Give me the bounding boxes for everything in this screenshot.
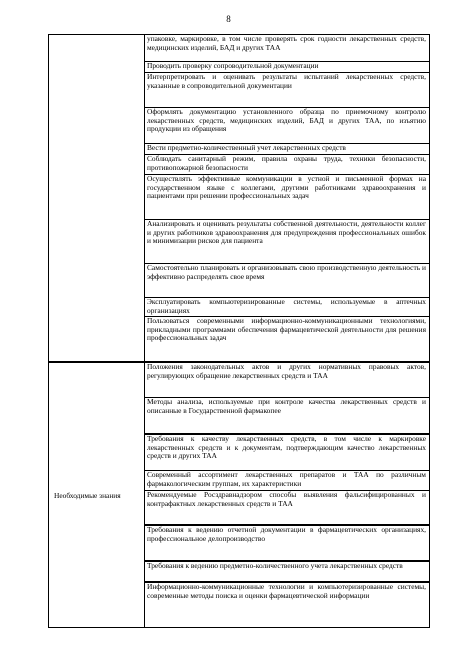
knowledge-row: Требования к ведению предметно-количественного учета лекарственных средств	[145, 560, 429, 581]
knowledge-row: Современный ассортимент лекарственных препаратов и ТАА по различным фармакологическим группам, их характеристики	[145, 470, 429, 490]
page-number: 8	[226, 14, 231, 24]
skill-row: Осуществлять эффективные коммуникации в устной и письменной формах на государственном языке с коллегами, другими работниками здравоохранения и пациентами при решении профессиональных задач	[145, 174, 429, 219]
competency-table	[48, 34, 430, 628]
skill-row: Вести предметно-количественный учет лекарственных средств	[145, 143, 429, 154]
skill-row: Анализировать и оценивать результаты собственной деятельности, деятельности коллег и других работников здравоохранения для предупреждения профессиональных ошибок и минимизации рисков для пациента	[145, 219, 429, 263]
knowledge-row: Положения законодательных актов и других нормативных правовых актов, регулирующих обращение лекарственных средств и ТАА	[147, 363, 426, 380]
skill-row: Интерпретировать и оценивать результаты испытаний лекарственных средств, указанные в сопроводительной документации	[145, 72, 429, 107]
knowledge-row: Рекомендуемые Росздравнадзором способы выявления фальсифицированных и контрафактных лекарственных средств и ТАА	[145, 490, 429, 524]
skill-row: Пользоваться современными информационно-коммуникационными технологиями, прикладными программами обеспечения фармацевтической деятельности для решения профессиональных задач	[145, 316, 429, 361]
skill-row: Самостоятельно планировать и организовывать свою производственную деятельность и эффективно распределять свое время	[145, 263, 429, 297]
knowledge-row: Требования к качеству лекарственных средств, в том числе к маркировке лекарственных средств и к документам, подтверждающим качество лекарственных средств и других ТАА	[145, 433, 429, 470]
skill-row: Соблюдать санитарный режим, правила охраны труда, техники безопасности, противопожарной безопасности	[145, 154, 429, 174]
knowledge-row: Методы анализа, используемые при контроле качества лекарственных средств и описанные в Государственной фармакопее	[145, 397, 429, 433]
skill-row: Эксплуатировать компьютеризированные системы, используемые в аптечных организациях	[145, 297, 429, 316]
knowledge-row: Информационно-коммуникационные технологии и компьютеризированные системы, современные методы поиска и оценки фармацевтической информации	[145, 581, 429, 627]
knowledge-label: Необходимые знания	[54, 491, 121, 500]
skill-row: Оформлять документацию установленного образца по приемочному контролю лекарственных средств, медицинских изделий, БАД и других ТАА, по изъятию продукции из обращения	[145, 107, 429, 143]
skill-row: Проводить проверку сопроводительной документации	[145, 61, 429, 72]
skill-row: упаковке, маркировке, в том числе проверять срок годности лекарственных средств, медицинских изделий, БАД и других ТАА	[147, 35, 426, 52]
knowledge-row: Требования к ведению отчетной документации в фармацевтических организациях, профессиональное делопроизводство	[145, 524, 429, 560]
